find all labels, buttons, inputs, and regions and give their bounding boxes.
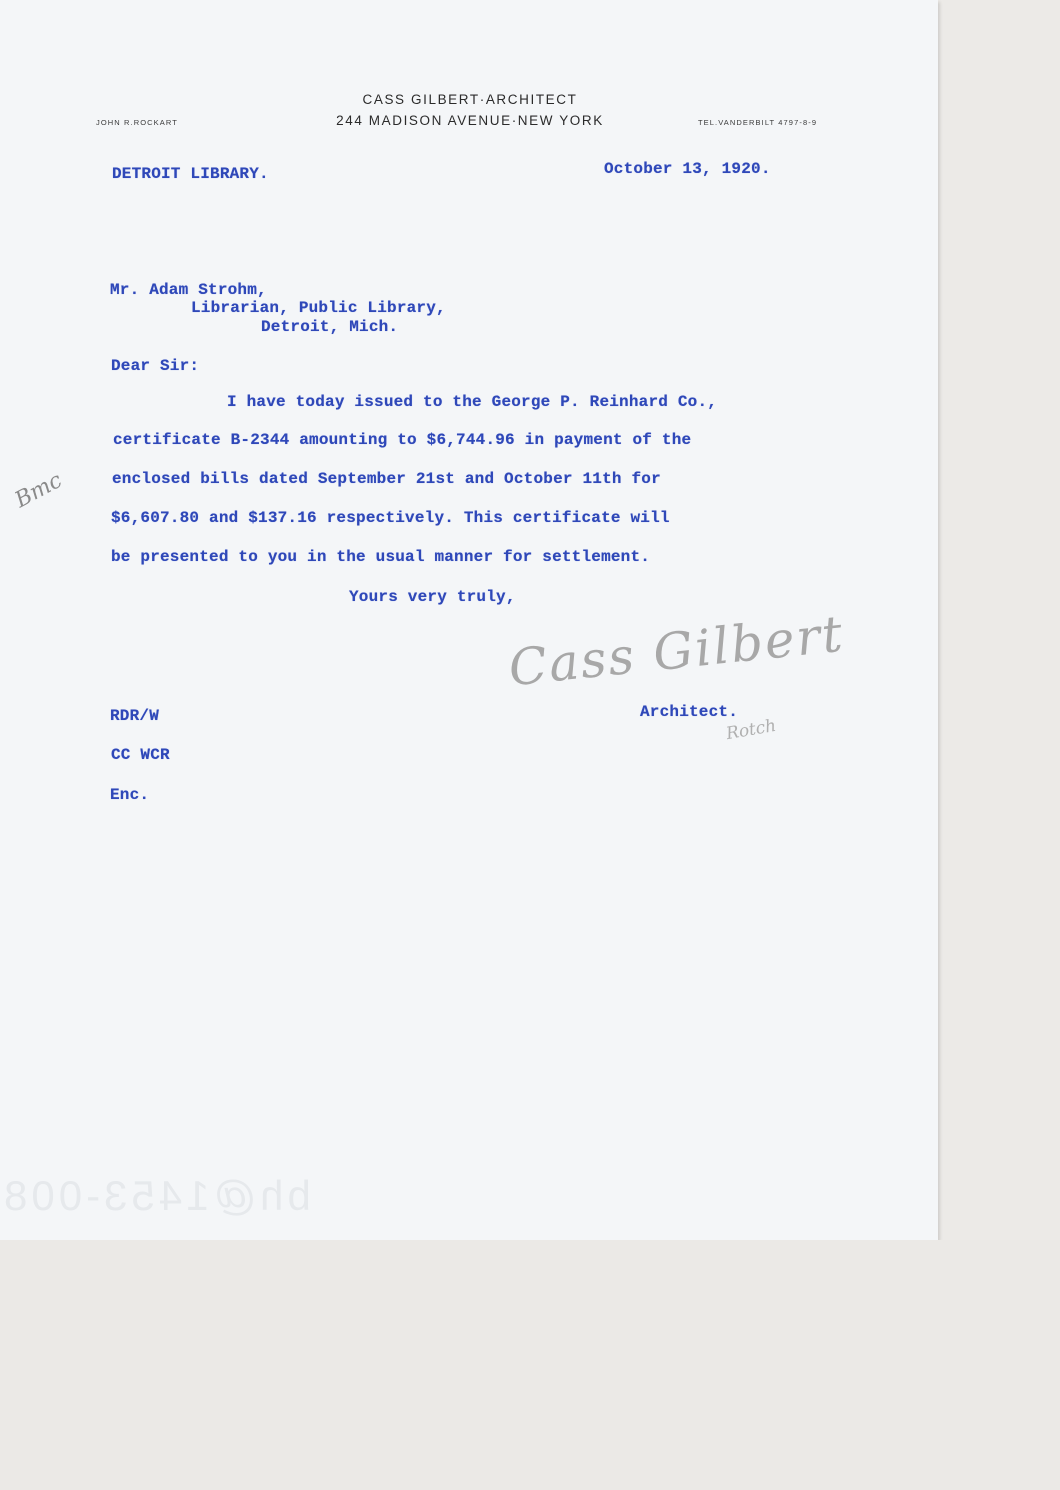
letter-date: October 13, 1920. [604,160,771,178]
salutation: Dear Sir: [111,357,200,375]
recipient-name: Mr. Adam Strohm, [110,281,267,299]
reference-initials: RDR/W [110,707,160,725]
body-line: certificate B-2344 amounting to $6,744.96 in payment of the [113,431,692,449]
body-line: $6,607.80 and $137.16 respectively. This certificate will [111,509,670,527]
letterhead-firm: CASS GILBERT·ARCHITECT [362,92,578,107]
body-line: I have today issued to the George P. Reinhard Co., [227,393,718,411]
signature: Cass Gilbert [505,604,847,698]
letterhead-left-name: JOHN R.ROCKART [96,118,178,127]
recipient-title: Librarian, Public Library, [191,299,446,317]
project-heading: DETROIT LIBRARY. [112,165,269,183]
margin-note: Bmc [11,467,67,514]
background-surface [0,1240,1060,1490]
signature-initials: Rotch [724,715,778,745]
letterhead-telephone: TEL.VANDERBILT 4797-8-9 [698,118,818,127]
body-line: enclosed bills dated September 21st and October 11th for [112,470,661,488]
enclosure-note: Enc. [110,786,150,804]
closing: Yours very truly, [349,588,516,606]
carbon-copy: CC WCR [111,746,170,764]
letterhead-address: 244 MADISON AVENUE·NEW YORK [336,113,604,128]
body-line: be presented to you in the usual manner for settlement. [111,548,651,566]
bleed-through-stamp: bh@1453-008 [0,1172,311,1219]
signature-title: Architect. [640,703,739,721]
recipient-city: Detroit, Mich. [261,318,399,336]
